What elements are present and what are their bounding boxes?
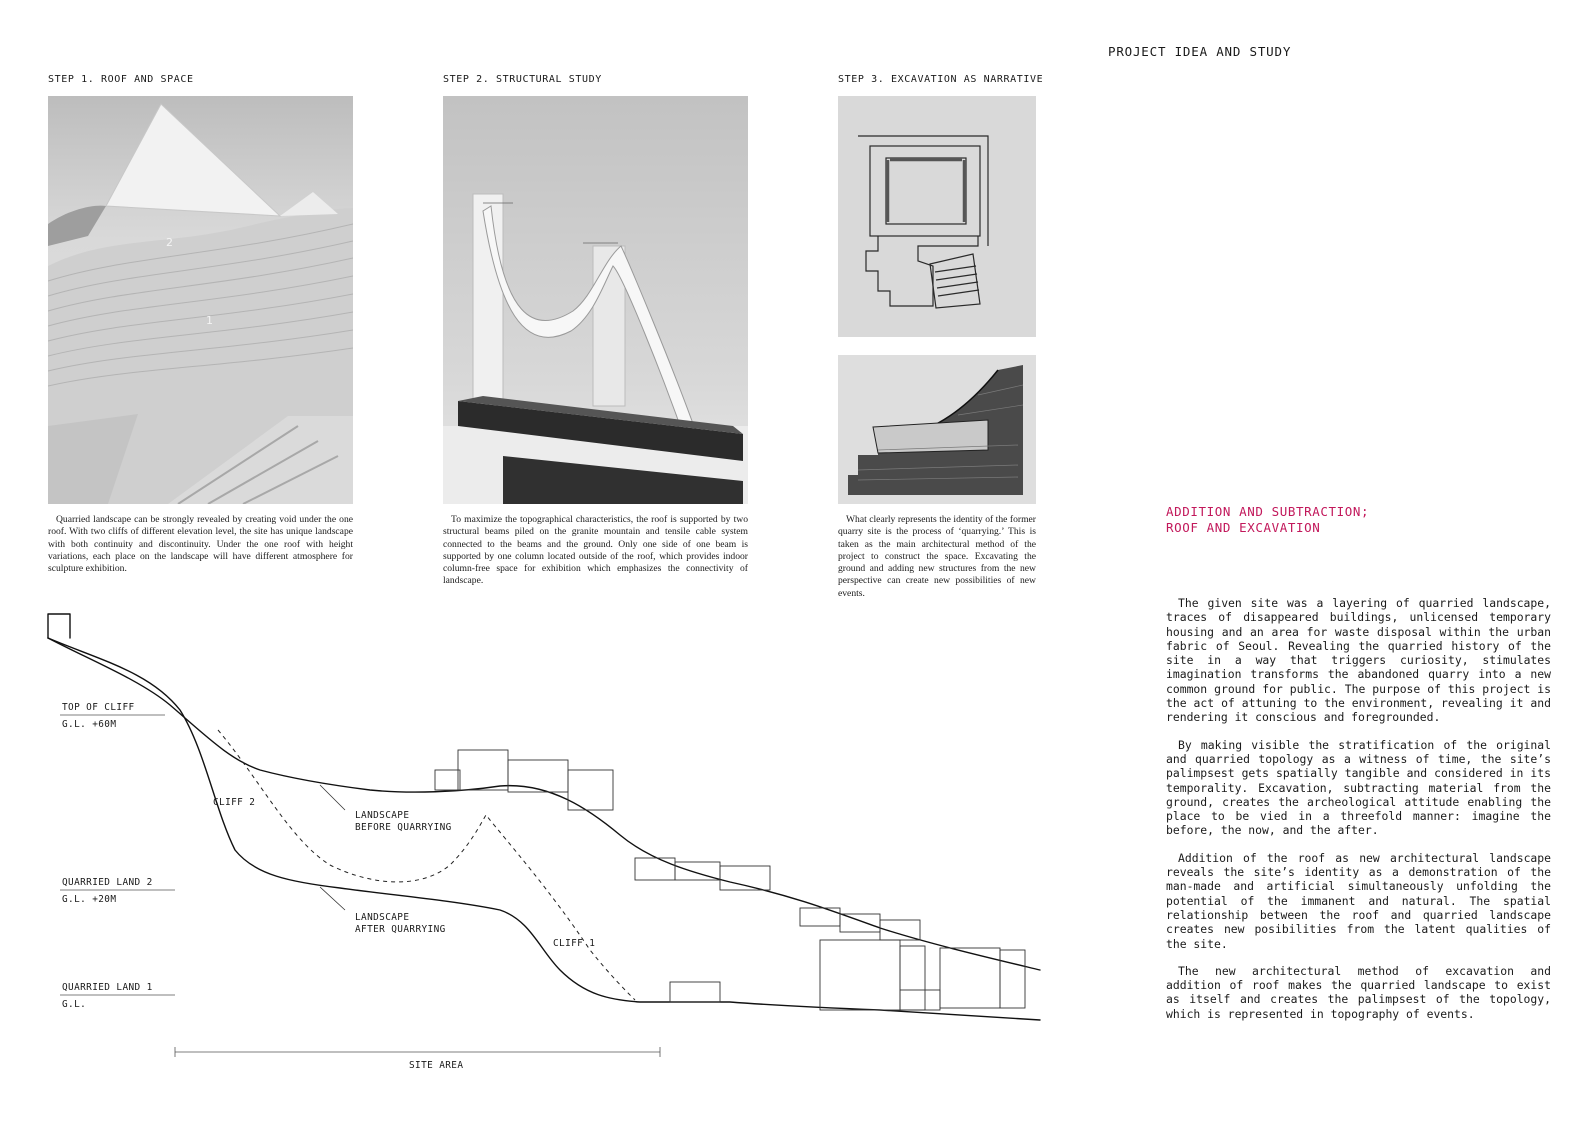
step-1-label: STEP 1. ROOF AND SPACE [48, 74, 194, 85]
after-label-2: AFTER QUARRYING [355, 924, 446, 935]
paragraph-3: Addition of the roof as new architectural landscape reveals the site’s identity as a demonstration of the man-made and artificial simultaneously unfolding the potential of the immanent and natural. The spatial relationship between the roof and quarried landscape creates new posibilities from the latent qualities of the site. [1166, 850, 1551, 951]
before-quarrying-dashed [218, 730, 635, 1000]
step-1-caption: Quarried landscape can be strongly revealed by creating void under the one roof. With two cliffs of different elevation level, the site has unique landscape with both continuity and discontinuity. Under the one roof with height variations, each place on the landscape will have different atmosphere for sculpture exhibition. [48, 514, 353, 575]
paragraph-1: The given site was a layering of quarried landscape, traces of disappeared buildings, unlicensed temporary housing and an area for waste disposal within the urban fabric of Seoul. Revealing the quarried history of the site in a way that triggers curiosity, stimulates imagination transforms the abandoned quarry into a new common ground for public. The purpose of this project is the act of attuning to the environment, revealing it and rendering it conscious and foregrounded. [1166, 596, 1551, 725]
step-3-label: STEP 3. EXCAVATION AS NARRATIVE [838, 74, 1044, 85]
page-title: PROJECT IDEA AND STUDY [1108, 44, 1292, 59]
marker-2: 2 [166, 236, 173, 249]
cliff-2-label: CLIFF 2 [213, 797, 256, 808]
panel-heading-2: ROOF AND EXCAVATION [1166, 520, 1321, 535]
panel-body [1166, 596, 1551, 1034]
level-1-name: QUARRIED LAND 1 [62, 982, 153, 993]
step-2-model-photo [443, 96, 748, 504]
site-area-label: SITE AREA [409, 1060, 464, 1071]
paragraph-2: By making visible the stratification of the original and quarried topology as a witness of time, the site’s palimpsest gets spatially tangible and considered in its temporality. Excavation, subtracting material from the ground, creates the archeological attitude enabling the place to be vied in a threefold manner: imagine the before, the now, and the after. [1166, 737, 1551, 838]
level-top-elev: G.L. +60M [62, 719, 117, 730]
paragraph-4: The new architectural method of excavation and addition of roof makes the quarried landscape to exist as itself and creates the palimpsest of the topology, which is represented in topography of events. [1166, 963, 1551, 1021]
marker-1: 1 [206, 314, 213, 327]
level-2-elev: G.L. +20M [62, 894, 117, 905]
site-section-drawing [30, 610, 1070, 1080]
cliff-1-label: CLIFF 1 [553, 938, 596, 949]
step-1-model-photo [48, 96, 353, 504]
after-label-1: LANDSCAPE [355, 912, 410, 923]
before-label-1: LANDSCAPE [355, 810, 410, 821]
level-top-name: TOP OF CLIFF [62, 702, 135, 713]
level-1-elev: G.L. [62, 999, 87, 1010]
panel-heading-1: ADDITION AND SUBTRACTION; [1166, 504, 1370, 519]
level-2-name: QUARRIED LAND 2 [62, 877, 153, 888]
step-3-caption: What clearly represents the identity of the former quarry site is the process of ‘quarrying.’ This is taken as the main architectural method of the project to construct the space. Excavating the ground and adding new structures from the new perspective can create new possibilities of new events. [838, 514, 1036, 599]
step-3-plan-sketch [838, 96, 1036, 337]
before-label-2: BEFORE QUARRYING [355, 822, 452, 833]
step-2-caption: To maximize the topographical characteristics, the roof is supported by two structural beams piled on the granite mountain and tensile cable system connected to the beams and the ground. Only one side of one beam is supported by one column located outside of the roof, which provides indoor column-free space for exhibition which emphasizes the connectivity of landscape. [443, 514, 748, 587]
quarried-topography-line [48, 638, 1040, 1020]
step-2-label: STEP 2. STRUCTURAL STUDY [443, 74, 602, 85]
step-3-section-sketch [838, 355, 1036, 504]
